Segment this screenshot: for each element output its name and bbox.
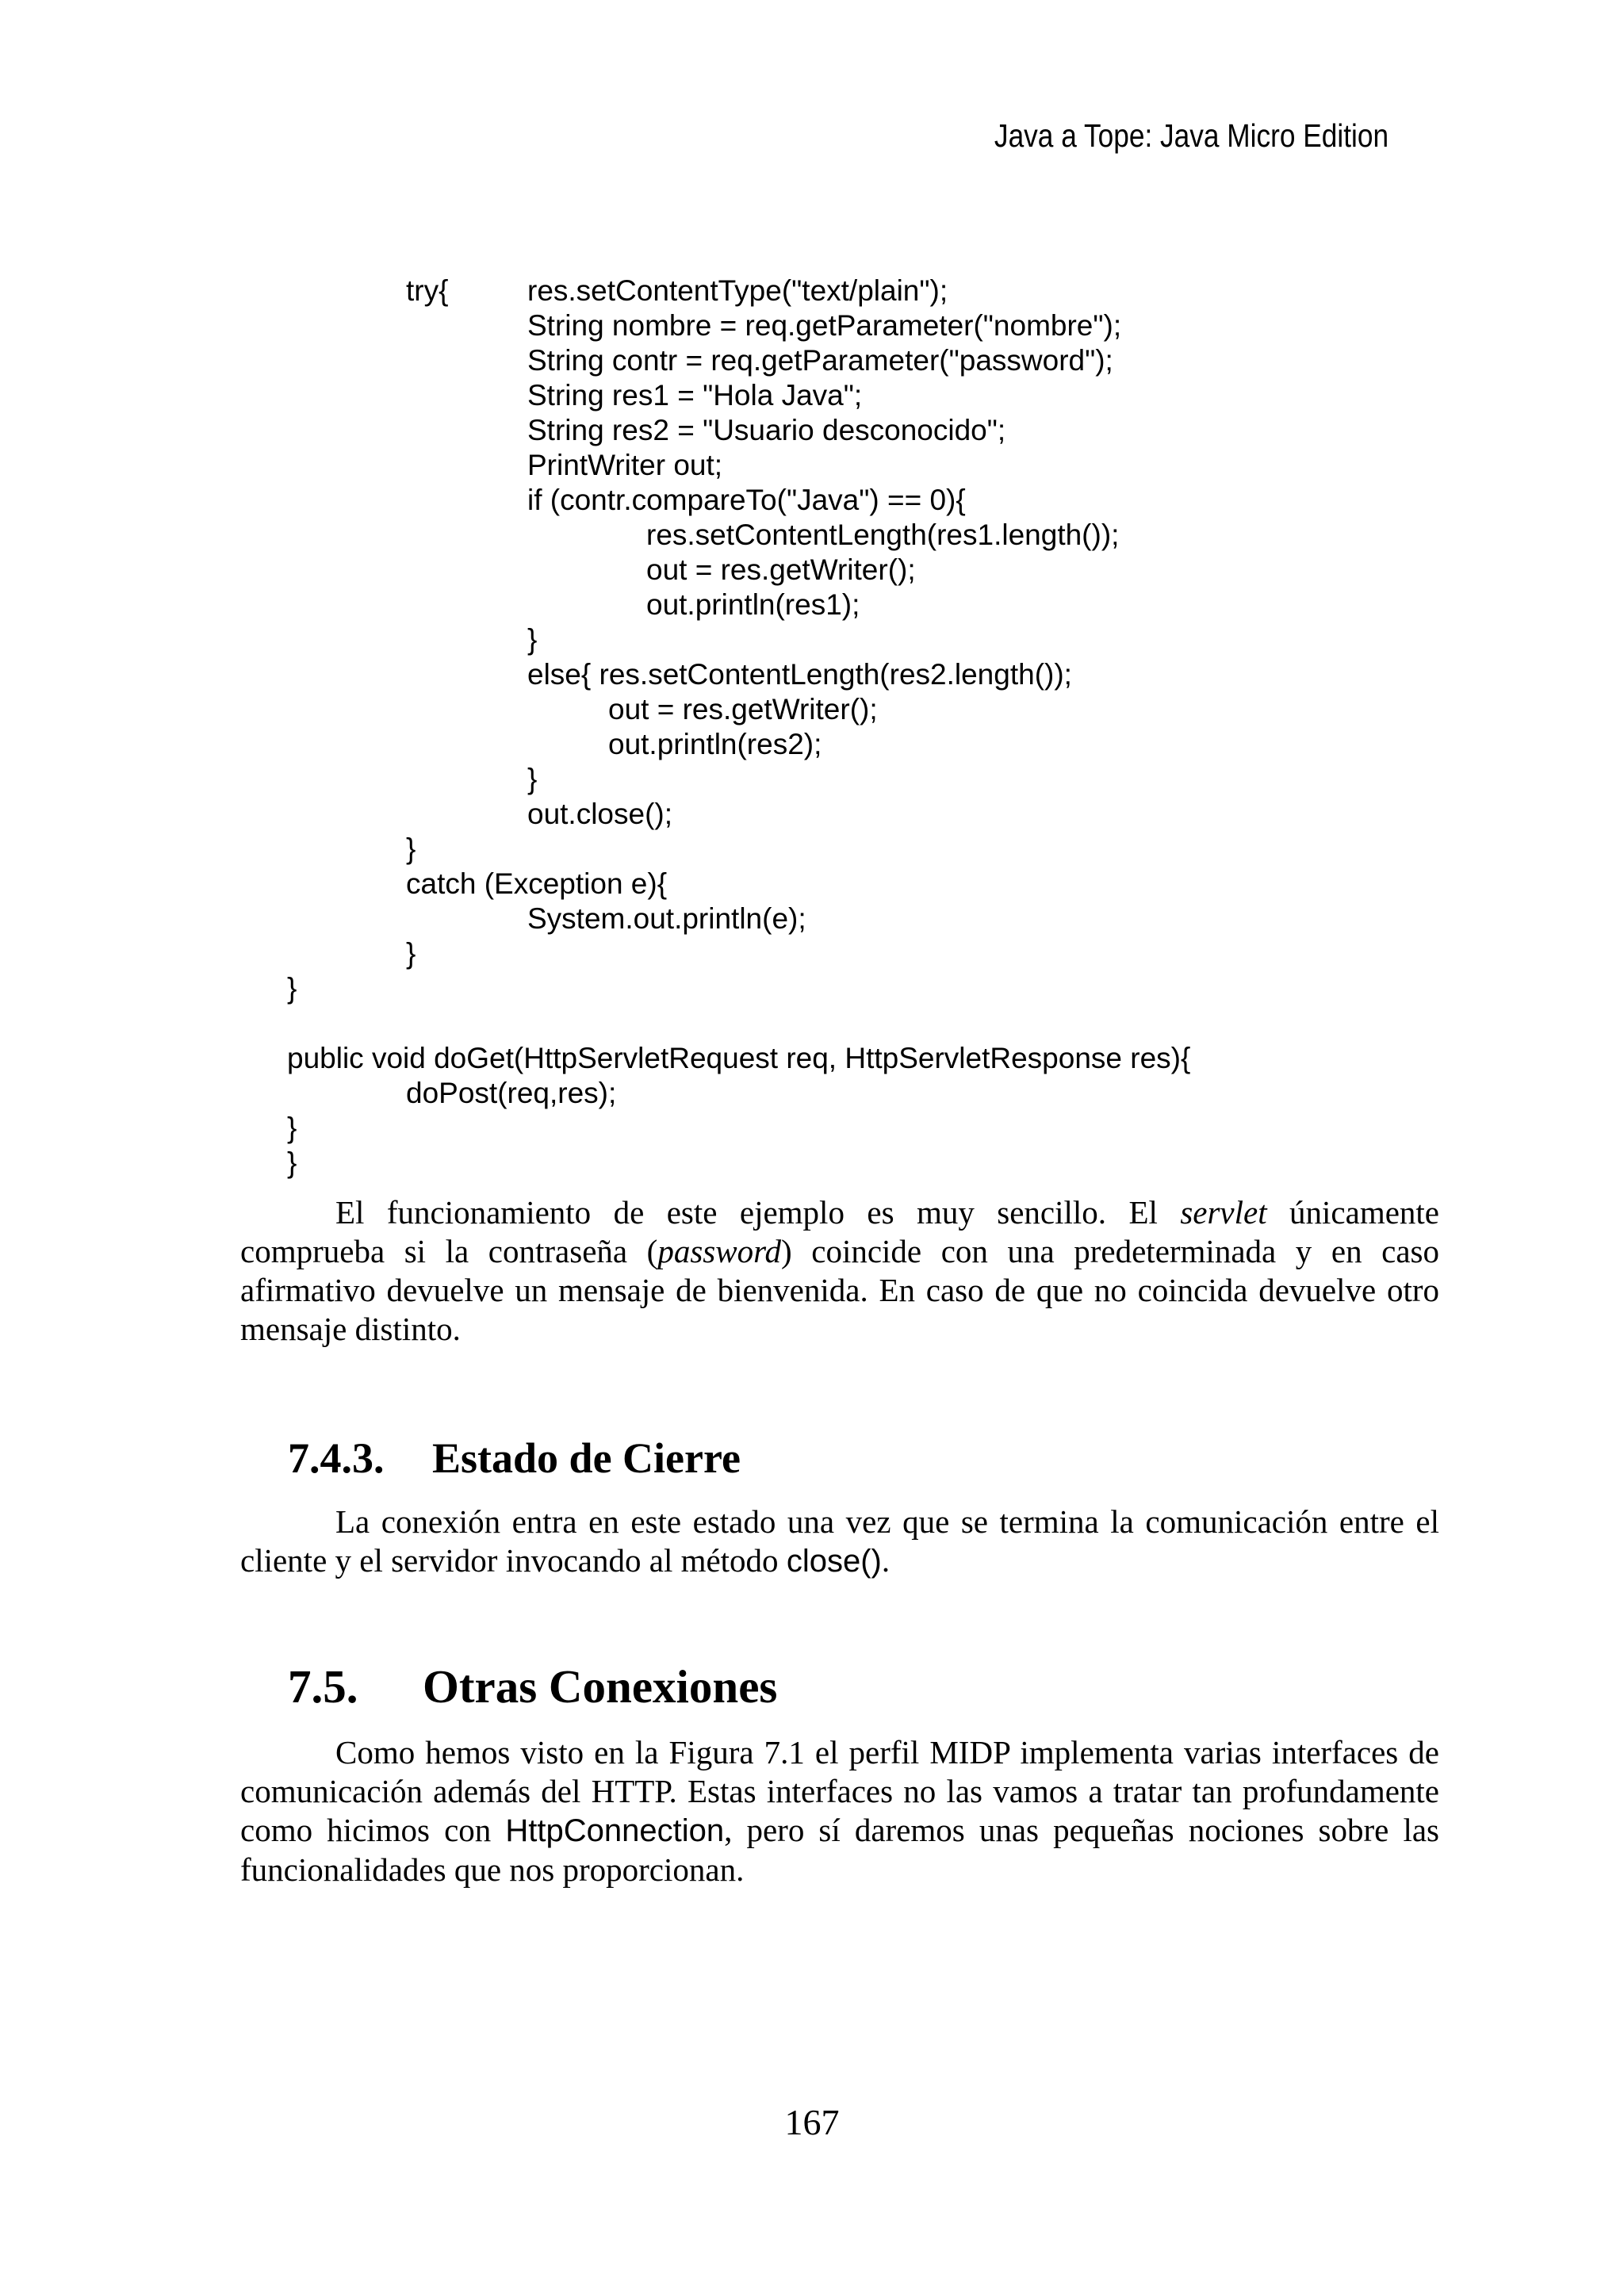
text-run: únicamente comprueba si la contraseña (	[240, 1194, 1439, 1269]
code-line: }	[527, 623, 538, 656]
code-line: String res2 = "Usuario desconocido";	[527, 414, 1006, 446]
code-line: System.out.println(e);	[527, 902, 806, 935]
code-line: }	[527, 763, 538, 795]
section-title: Estado de Cierre	[432, 1434, 741, 1482]
body-paragraph	[240, 1193, 1439, 1349]
code-line: out.close();	[527, 798, 673, 830]
code-line: doPost(req,res);	[406, 1077, 617, 1109]
code-line: out.println(res1);	[646, 588, 860, 621]
code-line: res.setContentLength(res1.length());	[646, 519, 1120, 551]
running-header: Java a Tope: Java Micro Edition	[994, 117, 1388, 154]
code-line: String nombre = req.getParameter("nombre");	[527, 309, 1122, 342]
section-heading	[288, 1659, 777, 1714]
italic-term: password	[657, 1233, 782, 1269]
text-run: El funcionamiento de este ejemplo es muy sencillo. El	[335, 1194, 1181, 1231]
code-line: out.println(res2);	[608, 728, 822, 760]
code-line: }	[287, 1146, 297, 1179]
section-number: 7.5.	[288, 1660, 358, 1713]
code-line: res.setContentType("text/plain");	[527, 274, 948, 307]
text-run: .	[881, 1542, 891, 1579]
body-paragraph	[240, 1503, 1439, 1581]
inline-code: HttpConnection	[505, 1813, 725, 1848]
inline-code: close()	[786, 1544, 882, 1579]
section-title: Otras Conexiones	[423, 1660, 778, 1713]
code-line: else{ res.setContentLength(res2.length());	[527, 658, 1072, 691]
paragraph-text	[240, 1733, 1439, 1889]
code-line: }	[287, 972, 297, 1005]
italic-term: servlet	[1180, 1194, 1267, 1231]
code-line: catch (Exception e){	[406, 867, 668, 900]
code-line: if (contr.compareTo("Java") == 0){	[527, 484, 966, 516]
section-heading	[288, 1434, 741, 1483]
text-run: La conexión entra en este estado una vez que se termina la comunicación entre el cliente y el servidor invocando al método	[240, 1503, 1439, 1579]
section-number: 7.4.3.	[288, 1434, 385, 1482]
body-paragraph	[240, 1733, 1439, 1889]
code-line: }	[406, 937, 416, 970]
code-line: out = res.getWriter();	[646, 553, 916, 586]
code-line: String res1 = "Hola Java";	[527, 379, 863, 412]
code-line: PrintWriter out;	[527, 449, 723, 481]
code-line: }	[287, 1112, 297, 1144]
paragraph-text	[240, 1193, 1439, 1349]
code-line: try{	[406, 274, 449, 307]
page-number: 167	[784, 2102, 840, 2142]
text-run: , pero sí daremos unas pequeñas nociones sobre las funcionalidades que nos proporcionan.	[240, 1812, 1439, 1888]
paragraph-text	[240, 1503, 1439, 1581]
code-line: public void doGet(HttpServletRequest req, HttpServletResponse res){	[287, 1042, 1191, 1074]
text-run: ) coincide con una predeterminada y en caso afirmativo devuelve un mensaje de bienvenida. En caso de que no coincida devuelve otro mensaje distinto.	[240, 1233, 1439, 1347]
code-line: String contr = req.getParameter("password");	[527, 344, 1113, 377]
code-line: out = res.getWriter();	[608, 693, 878, 725]
text-run: Como hemos visto en la Figura 7.1 el perfil MIDP implementa varias interfaces de comunicación además del HTTP. Estas interfaces no las vamos a tratar tan profundamente como hicimos con	[240, 1734, 1439, 1848]
code-line: }	[406, 833, 416, 865]
